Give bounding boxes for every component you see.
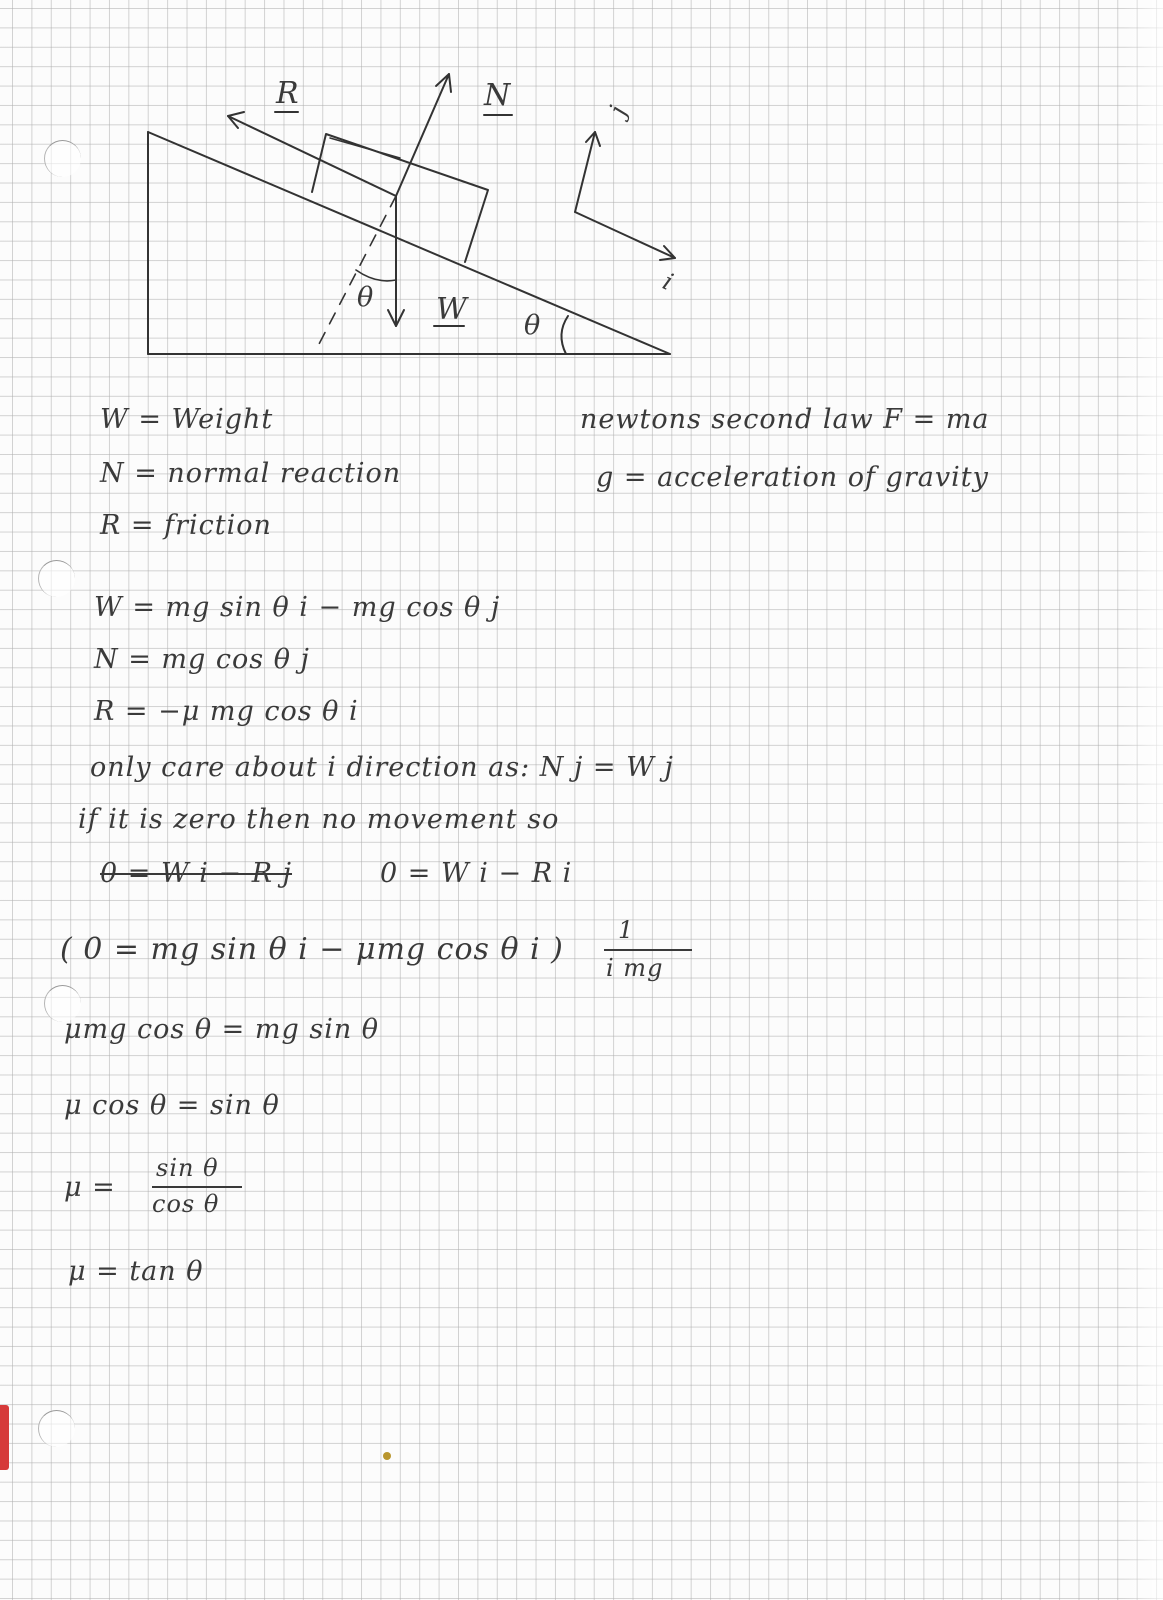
mu-cos-equation: μ cos θ = sin θ (64, 1090, 280, 1121)
angle-arc (561, 316, 568, 354)
mu-fraction-numerator: sin θ (156, 1154, 219, 1182)
fraction-denominator: i mg (606, 954, 664, 982)
mu-fraction-lhs: μ = (64, 1172, 116, 1203)
newton-law-note: newtons second law F = ma (580, 404, 990, 435)
theta-label-left: θ (357, 282, 375, 313)
balance-equation: 0 = W i − R i (380, 858, 573, 889)
direction-note: only care about i direction as: N j = W j (90, 752, 674, 783)
i-axis-label: i (658, 267, 679, 297)
weight-equation: W = mg sin θ i − mg cos θ j (94, 592, 501, 623)
friction-label: R (276, 76, 300, 111)
normal-label: N (484, 78, 512, 113)
mu-balance-equation: μmg cos θ = mg sin θ (64, 1014, 380, 1045)
mu-fraction-denominator: cos θ (152, 1190, 220, 1218)
j-axis-label: j (603, 101, 633, 119)
gravity-definition: g = acceleration of gravity (596, 462, 989, 493)
weight-definition: W = Weight (100, 404, 274, 435)
block-on-slope (312, 134, 488, 262)
fraction-numerator: 1 (618, 916, 635, 944)
j-axis-line (575, 132, 595, 212)
friction-definition: R = friction (100, 510, 272, 541)
fraction-bar (604, 949, 692, 951)
weight-label: W (436, 292, 468, 327)
bracketed-equation: ( 0 = mg sin θ i − μmg cos θ i ) (60, 932, 564, 967)
normal-arrow (396, 74, 449, 196)
mu-fraction-bar (152, 1186, 242, 1188)
theta-label-right: θ (524, 310, 542, 341)
normal-definition: N = normal reaction (100, 458, 402, 489)
friction-equation: R = −μ mg cos θ i (94, 696, 359, 727)
zero-movement-note: if it is zero then no movement so (78, 804, 560, 835)
struck-equation: 0 = W i − R j (100, 858, 293, 889)
mu-tan-result: μ = tan θ (68, 1256, 204, 1287)
normal-equation: N = mg cos θ j (94, 644, 310, 675)
friction-arrow (228, 116, 396, 196)
i-axis-line (575, 212, 675, 258)
